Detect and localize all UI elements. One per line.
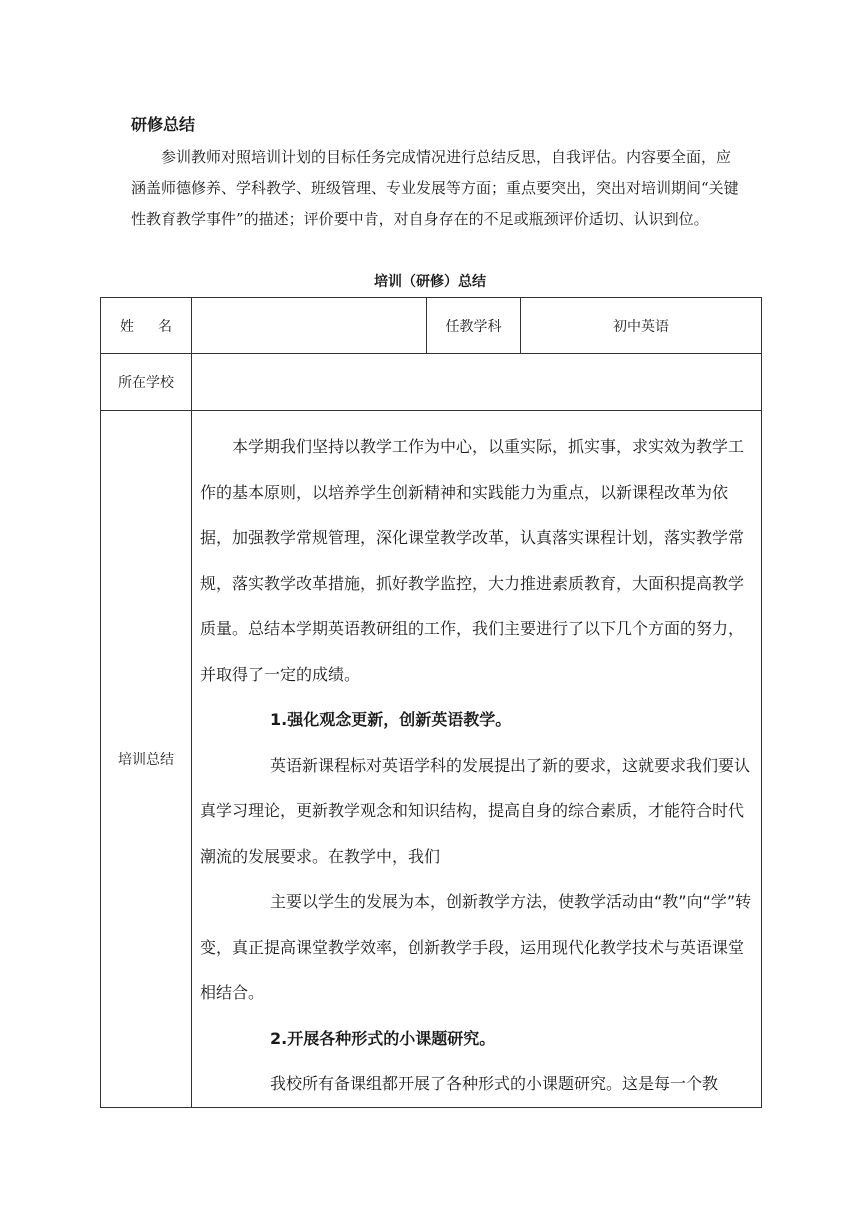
summary-paragraph: 本学期我们坚持以教学工作为中心，以重实际，抓实事，求实效为教学工作的基本原则，以培养学生创新精神和实践能力为重点，以新课程改革为依据，加强教学常规管理，深化课堂教学改革，认真落实课程计划，落实教学常规，落实教学改革措施，抓好教学监控，大力推进素质教育，大面积提高教学质量。总结本学期英语教研组的工作，我们主要进行了以下几个方面的努力，并取得了一定的成绩。: [200, 437, 745, 684]
name-label-cell: [101, 298, 196, 354]
summary-label: 培训总结: [118, 751, 174, 768]
table-row-name: [101, 298, 762, 354]
school-value-cell[interactable]: [192, 354, 762, 411]
name-label: 姓名: [120, 318, 196, 335]
summary-heading: 1.强化观念更新，创新英语教学。: [270, 710, 512, 729]
school-label: 所在学校: [118, 375, 174, 391]
table-row-school: [101, 354, 762, 411]
summary-label-cell: [101, 411, 192, 1108]
summary-content-cell[interactable]: [192, 411, 762, 1108]
summary-paragraph: 我校所有备课组都开展了各种形式的小课题研究。这是每一个教: [270, 1074, 719, 1093]
summary-form-table: [100, 297, 762, 1108]
summary-paragraph: 英语新课程标对英语学科的发展提出了新的要求，这就要求我们要认真学习理论，更新教学观念和知识结构，提高自身的综合素质，才能符合时代潮流的发展要求。在教学中，我们: [200, 755, 751, 866]
subject-value: 初中英语: [613, 318, 669, 335]
section-heading: 研修总结: [131, 115, 196, 134]
intro-paragraph: [131, 142, 743, 235]
subject-value-cell[interactable]: [521, 298, 762, 354]
summary-heading: 2.开展各种形式的小课题研究。: [270, 1028, 496, 1048]
subject-label: 任教学科: [445, 318, 502, 335]
intro-text: 参训教师对照培训计划的目标任务完成情况进行总结反思，自我评估。内容要全面，应涵盖师德修养、学科教学、班级管理、专业发展等方面；重点要突出，突出对培训期间“关键性教育教学事件”的描述；评价要中肯，对自身存在的不足或瓶颈评价适切、认识到位。: [131, 148, 739, 228]
subject-label-cell: [427, 298, 521, 354]
table-row-summary: [101, 411, 762, 1108]
name-value-cell[interactable]: [192, 298, 427, 354]
summary-content: [192, 411, 761, 1107]
summary-paragraph: 主要以学生的发展为本，创新教学方法，使教学活动由“教”向“学”转变，真正提高课堂教学效率，创新教学手段，运用现代化教学技术与英语课堂相结合。: [200, 892, 752, 1002]
table-title: 培训（研修）总结: [374, 274, 486, 290]
school-label-cell: [101, 354, 192, 411]
